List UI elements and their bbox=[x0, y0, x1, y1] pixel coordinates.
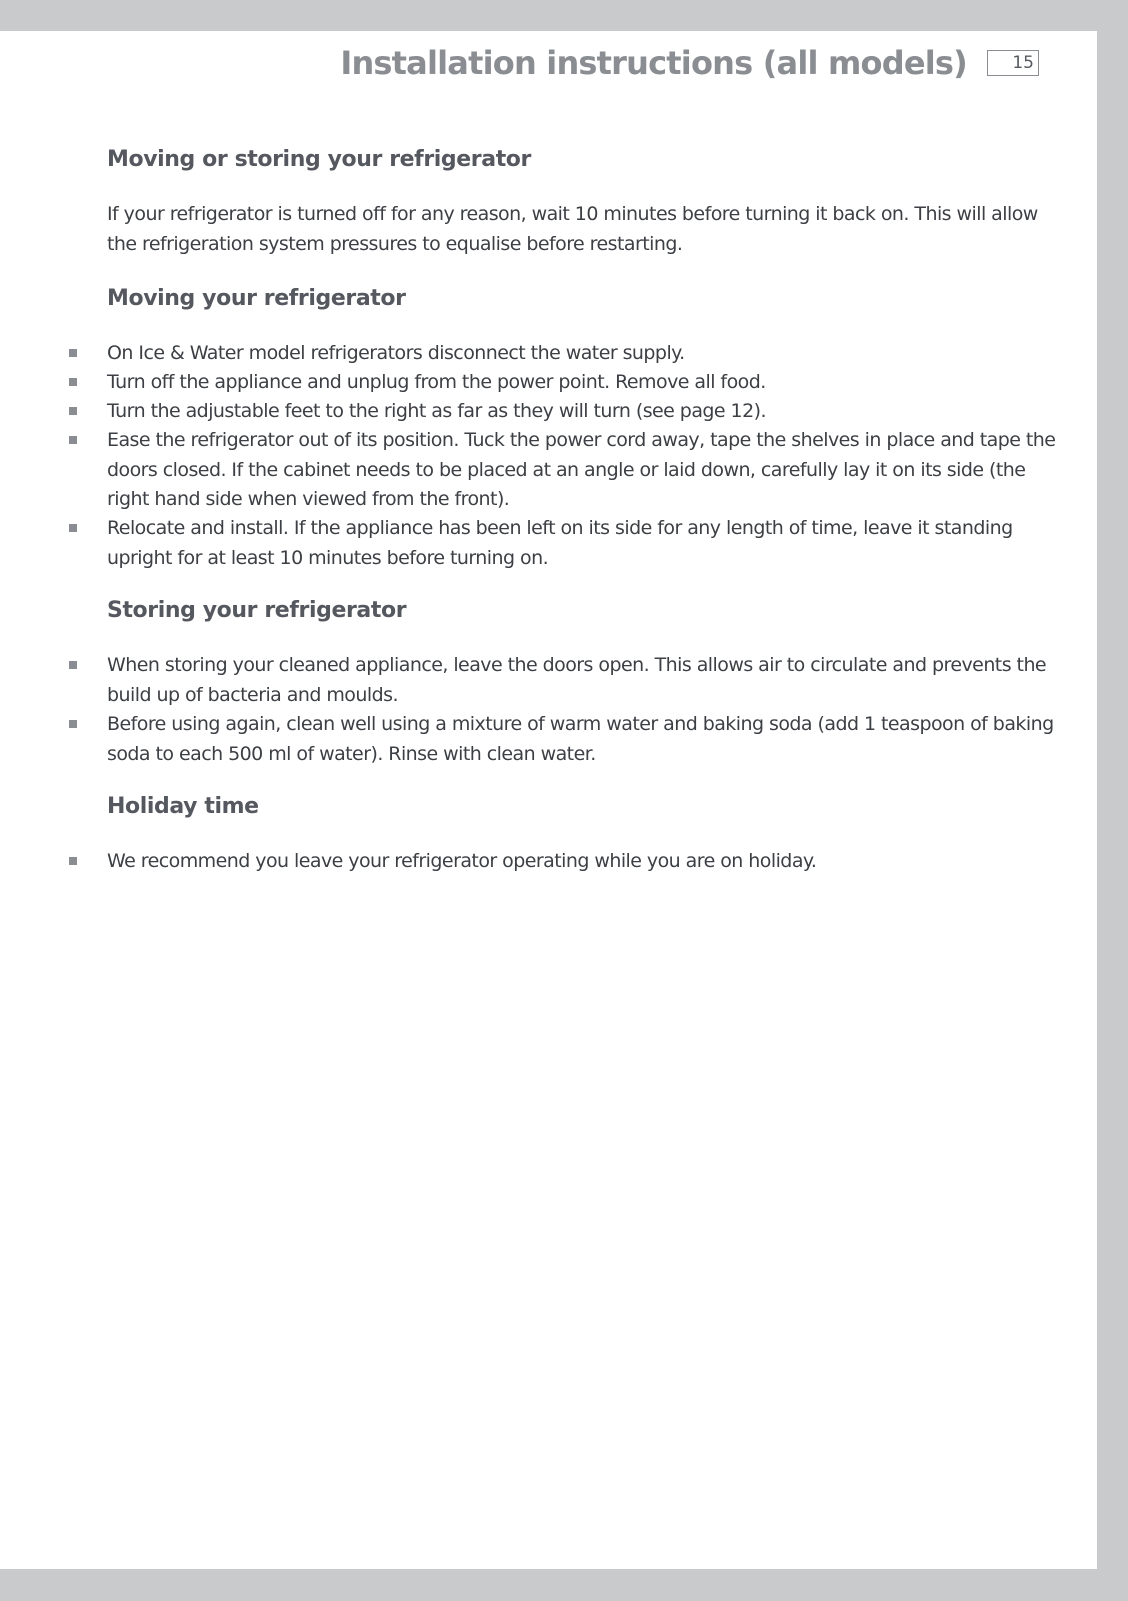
section-heading-moving-or-storing: Moving or storing your refrigerator bbox=[107, 147, 531, 172]
list-item-text: Turn off the appliance and unplug from the power point. Remove all food. bbox=[107, 371, 766, 393]
page-number: 15 bbox=[987, 50, 1039, 76]
list-item-text: Turn the adjustable feet to the right as far as they will turn (see page 12). bbox=[107, 400, 766, 422]
bullet-square-icon bbox=[69, 349, 77, 357]
section-paragraph-moving-or-storing: If your refrigerator is turned off for any reason, wait 10 minutes before turning it back on. This will allow the refrigeration system pressures to equalise before restarting. bbox=[107, 203, 1038, 255]
section-heading-holiday: Holiday time bbox=[107, 794, 259, 819]
bullet-square-icon bbox=[69, 407, 77, 415]
bullet-square-icon bbox=[69, 720, 77, 728]
list-item-text: Before using again, clean well using a mixture of warm water and baking soda (add 1 teaspoon of baking soda to each 500 ml of water). Rinse with clean water. bbox=[107, 713, 1054, 765]
bullet-square-icon bbox=[69, 661, 77, 669]
list-item-text: We recommend you leave your refrigerator operating while you are on holiday. bbox=[107, 850, 817, 872]
document-page bbox=[0, 31, 1097, 1569]
list-item-text: Ease the refrigerator out of its position. Tuck the power cord away, tape the shelves in place and tape the doors closed. If the cabinet needs to be placed at an angle or laid down, carefully lay it on its side (the right hand side when viewed from the front). bbox=[107, 429, 1056, 510]
section-heading-storing: Storing your refrigerator bbox=[107, 598, 407, 623]
bullet-square-icon bbox=[69, 524, 77, 532]
page-header bbox=[340, 43, 1039, 83]
list-item-text: Relocate and install. If the appliance has been left on its side for any length of time, leave it standing upright for at least 10 minutes before turning on. bbox=[107, 517, 1013, 569]
bullet-square-icon bbox=[69, 378, 77, 386]
page-title: Installation instructions (all models) bbox=[340, 44, 967, 82]
bullet-square-icon bbox=[69, 436, 77, 444]
list-item-text: On Ice & Water model refrigerators disconnect the water supply. bbox=[107, 342, 685, 364]
list-item-text: When storing your cleaned appliance, leave the doors open. This allows air to circulate and prevents the build up of bacteria and moulds. bbox=[107, 654, 1047, 706]
bullet-square-icon bbox=[69, 857, 77, 865]
section-heading-moving: Moving your refrigerator bbox=[107, 286, 406, 311]
